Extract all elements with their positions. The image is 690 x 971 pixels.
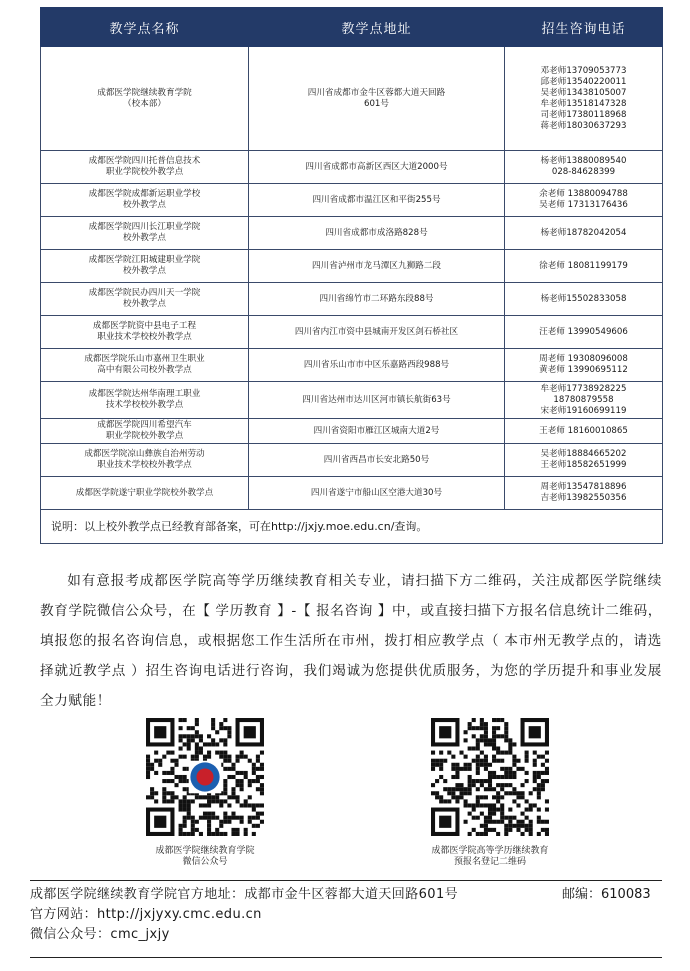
site-address-cell	[249, 419, 505, 444]
table-row	[41, 349, 663, 382]
cell-line: 成都医学院凉山彝族自治州劳动	[84, 449, 205, 459]
cell-line: 成都医学院四川希望汽车	[97, 420, 192, 430]
site-address-cell	[249, 349, 505, 382]
site-name-cell	[41, 382, 249, 419]
phone-line: 杨老师15502833058	[540, 293, 627, 304]
qr-caption-line: 成都医学院高等学历继续教育	[431, 846, 549, 856]
site-name-cell	[41, 316, 249, 349]
cell-line: 四川省遂宁市船山区空港大道30号	[310, 487, 443, 498]
phone-line: 宋老师19160699119	[540, 405, 627, 416]
site-phone-cell	[505, 250, 663, 283]
cell-line: 四川省资阳市雁江区城南大道2号	[313, 425, 440, 436]
cell-line: 成都医学院江阳城建职业学院	[88, 255, 201, 265]
cell-line: 成都医学院成都新运职业学校	[88, 189, 201, 199]
cell-line: 校外教学点	[123, 200, 166, 210]
cell-line: 成都医学院乐山市嘉州卫生职业	[84, 354, 205, 364]
site-name-cell	[41, 151, 249, 184]
site-address-cell	[249, 283, 505, 316]
cell-line: 四川省达州市达川区河市镇长航街63号	[302, 394, 451, 405]
cell-line: 职业学院校外教学点	[105, 431, 184, 441]
table-row	[41, 444, 663, 477]
cell-line: 职业技术学校校外教学点	[97, 460, 192, 470]
qr-caption-wechat	[120, 846, 290, 868]
site-phone-cell	[505, 477, 663, 510]
site-phone-cell	[505, 283, 663, 316]
teaching-sites-table	[40, 7, 663, 544]
qr-code-icon	[146, 718, 264, 836]
site-address-cell	[249, 151, 505, 184]
table-row	[41, 382, 663, 419]
phone-line: 吴老师 17313176436	[539, 200, 628, 210]
table-note-row	[41, 510, 663, 544]
cell-line: 成都医学院达州华南理工职业	[88, 389, 201, 399]
phone-line: 028-84628399	[551, 167, 616, 177]
phone-line: 吉老师13982550356	[540, 493, 627, 503]
site-name-cell	[41, 477, 249, 510]
cell-line: 职业技术学校校外教学点	[97, 332, 192, 342]
site-phone-cell	[505, 349, 663, 382]
site-phone-cell	[505, 184, 663, 217]
phone-line: 黄老师 13990695112	[539, 365, 628, 375]
phone-line: 王老师18582651999	[540, 460, 627, 470]
site-name-cell	[41, 349, 249, 382]
table-row	[41, 419, 663, 444]
cell-line: 成都医学院四川长江职业学院	[88, 222, 201, 232]
phone-line: 吴老师13438105007	[540, 87, 627, 98]
cell-line: 成都医学院遂宁职业学院校外教学点	[75, 487, 214, 498]
phone-line: 司老师17380118968	[540, 109, 627, 120]
qr-caption-line: 成都医学院继续教育学院	[155, 846, 255, 856]
table-header-row	[41, 8, 663, 47]
site-phone-cell	[505, 316, 663, 349]
site-address-cell	[249, 382, 505, 419]
qr-code-icon	[431, 718, 549, 836]
footer-address: 成都医学院继续教育学院官方地址：成都市金牛区蓉都大道天回路601号	[30, 887, 459, 902]
phone-line: 周老师 19308096008	[539, 354, 628, 364]
site-phone-cell	[505, 382, 663, 419]
cell-line: 四川省泸州市龙马潭区九狮路二段	[312, 260, 441, 271]
cell-line: 四川省成都市温江区和平街255号	[312, 194, 441, 205]
cell-line: 技术学校校外教学点	[105, 400, 184, 410]
cell-line: 601号	[364, 98, 389, 109]
cell-line: （校本部）	[123, 98, 166, 109]
site-address-cell	[249, 250, 505, 283]
footer-postcode: 邮编：610083	[562, 887, 651, 902]
cell-line: 四川省乐山市市中区乐嘉路西段988号	[303, 359, 450, 370]
footer-website: 官方网站：http://jxjyxy.cmc.edu.cn	[30, 907, 262, 922]
phone-line: 蒋老师18030637293	[540, 120, 627, 131]
cell-line: 成都医学院资中县电子工程	[92, 321, 197, 331]
cell-line: 四川省成都市成洛路828号	[325, 227, 428, 238]
cell-line: 职业学院校外教学点	[105, 167, 184, 177]
footer	[30, 885, 670, 945]
table-row	[41, 217, 663, 250]
site-name-cell	[41, 184, 249, 217]
qr-caption-line: 预报名登记二维码	[453, 857, 526, 867]
cell-line: 校外教学点	[123, 299, 166, 309]
phone-line: 周老师13547818896	[540, 482, 627, 492]
cell-line: 四川省绵竹市二环路东段88号	[319, 293, 434, 304]
qr-caption-registration	[390, 846, 590, 868]
site-address-cell	[249, 47, 505, 151]
intro-paragraph: 如有意报考成都医学院高等学历继续教育相关专业，请扫描下方二维码，关注成都医学院继续教育学院微信公众号，在【 学历教育 】-【 报名咨询 】中，或直接扫描下方报名信息统计二维码，填报您的报名咨询信息，或根据您工作生活所在市州，拨打相应教学点（ 本市州无教学点的，请选择就近教学点 ）招生咨询电话进行咨询，我们竭诚为您提供优质服务，为您的学历提升和事业发展全力赋能！	[40, 573, 662, 709]
qr-caption-line: 微信公众号	[182, 857, 228, 867]
phone-line: 徐老师 18081199179	[539, 260, 628, 271]
phone-line: 吴老师18884665202	[540, 449, 627, 459]
site-phone-cell	[505, 444, 663, 477]
cell-line: 成都医学院继续教育学院	[97, 87, 192, 98]
site-phone-cell	[505, 47, 663, 151]
site-address-cell	[249, 217, 505, 250]
site-phone-cell	[505, 217, 663, 250]
phone-line: 邱老师13540220011	[540, 76, 627, 87]
cell-line: 校外教学点	[123, 266, 166, 276]
phone-line: 牟老师13518147328	[540, 98, 627, 109]
phone-line: 杨老师18782042054	[540, 227, 627, 238]
phone-line: 杨老师13880089540	[540, 156, 627, 166]
table-row	[41, 316, 663, 349]
site-name-cell	[41, 444, 249, 477]
site-name-cell	[41, 419, 249, 444]
table-row	[41, 283, 663, 316]
header-site-address: 教学点地址	[249, 8, 505, 47]
header-site-name: 教学点名称	[41, 8, 249, 47]
table-row	[41, 151, 663, 184]
cell-line: 校外教学点	[123, 233, 166, 243]
site-address-cell	[249, 184, 505, 217]
cell-line: 四川省成都市金牛区蓉都大道天回路	[307, 87, 446, 98]
site-name-cell	[41, 283, 249, 316]
table-row	[41, 47, 663, 151]
footer-divider-bottom	[30, 957, 662, 958]
table-row	[41, 477, 663, 510]
phone-line: 汪老师 13990549606	[539, 326, 628, 337]
table-note: 说明：以上校外教学点已经教育部备案，可在http://jxjy.moe.edu.cn/查询。	[41, 510, 663, 544]
cell-line: 四川省内江市资中县城南开发区剑石桥社区	[294, 326, 459, 337]
table-row	[41, 250, 663, 283]
site-address-cell	[249, 444, 505, 477]
phone-line: 牟老师17738928225	[540, 383, 627, 394]
phone-line: 王老师 18160010865	[539, 425, 628, 436]
pre-registration-qr	[390, 718, 590, 868]
cell-line: 成都医学院民办四川天一学院	[88, 288, 201, 298]
footer-wechat: 微信公众号：cmc_jxjy	[30, 927, 170, 942]
table-row	[41, 184, 663, 217]
cell-line: 高中有限公司校外教学点	[97, 365, 192, 375]
site-address-cell	[249, 477, 505, 510]
footer-divider-top	[30, 880, 662, 881]
phone-line: 邓老师13709053773	[540, 65, 627, 76]
site-address-cell	[249, 316, 505, 349]
site-name-cell	[41, 250, 249, 283]
cell-line: 四川省成都市高新区西区大道2000号	[305, 161, 448, 172]
phone-line: 余老师 13880094788	[539, 189, 628, 199]
header-consult-phone: 招生咨询电话	[505, 8, 663, 47]
site-phone-cell	[505, 419, 663, 444]
site-phone-cell	[505, 151, 663, 184]
phone-line: 18780879558	[553, 394, 614, 405]
site-name-cell	[41, 47, 249, 151]
wechat-official-account-qr	[120, 718, 290, 868]
site-name-cell	[41, 217, 249, 250]
cell-line: 成都医学院四川托普信息技术	[88, 156, 201, 166]
cell-line: 四川省西昌市长安北路50号	[323, 454, 430, 465]
